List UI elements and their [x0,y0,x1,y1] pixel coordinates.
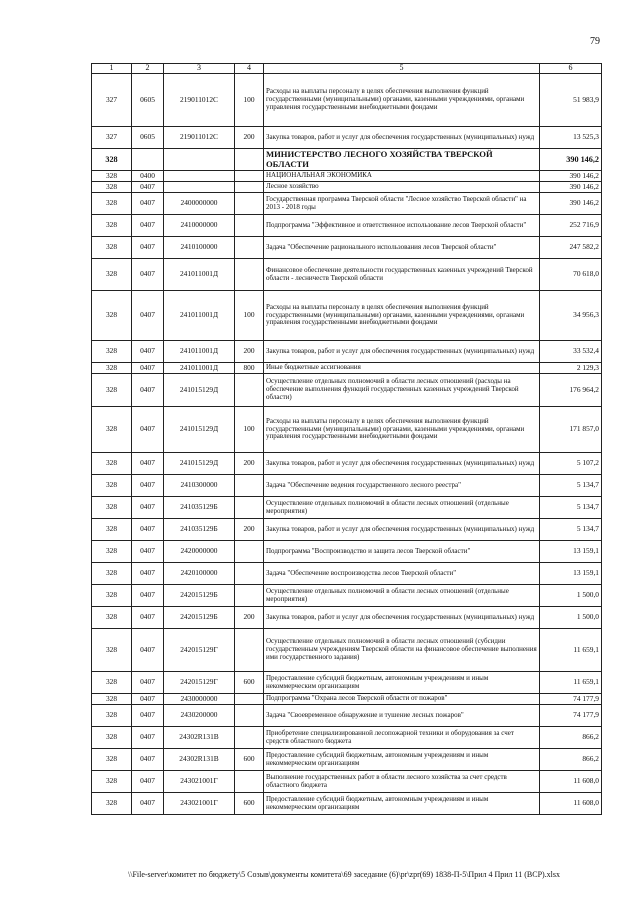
table-row [92,341,602,363]
admin-code-cell: 328 [92,563,132,585]
table-row [92,519,602,541]
section-code-cell: 0407 [132,237,164,259]
description-cell: Расходы на выплаты персоналу в целях обеспечения выполнения функций государственными (муниципальными) органами, казенными учреждениями, органами управления государственными внебюджетными фондами [264,74,540,127]
description-cell: Закупка товаров, работ и услуг для обеспечения государственных (муниципальных) нужд [264,127,540,149]
section-code-cell: 0407 [132,585,164,607]
admin-code-cell: 328 [92,475,132,497]
target-article-cell: 219011012С [164,127,235,149]
table-row [92,771,602,793]
expense-type-cell: 100 [235,407,264,453]
description-cell: Приобретение специализированной лесопожарной техники и оборудования за счет средств областного бюджета [264,727,540,749]
admin-code-cell: 328 [92,215,132,237]
description-cell: Финансовое обеспечение деятельности государственных казенных учреждений Тверской области - лесничеств Тверской области [264,259,540,291]
description-cell: Закупка товаров, работ и услуг для обеспечения государственных (муниципальных) нужд [264,607,540,629]
target-article-cell: 2400000000 [164,193,235,215]
target-article-cell: 241011001Д [164,341,235,363]
target-article-cell: 242015129Г [164,672,235,694]
section-code-cell: 0407 [132,374,164,407]
table-row [92,149,602,171]
description-cell: Государственная программа Тверской области "Лесное хозяйство Тверской области" на 2013 - 2018 годы [264,193,540,215]
description-cell: Осуществление отдельных полномочий в области лесных отношений (расходы на обеспечение выполнения функций государственных казенных учреждений Тверской области) [264,374,540,407]
target-article-cell: 243021001Г [164,793,235,815]
table-row [92,363,602,374]
target-article-cell: 2430000000 [164,694,235,705]
table-row [92,237,602,259]
header-cell: 2 [132,64,164,74]
admin-code-cell: 328 [92,705,132,727]
admin-code-cell: 328 [92,727,132,749]
table-row [92,127,602,149]
page-number: 79 [590,36,600,47]
amount-cell: 866,2 [540,727,602,749]
description-cell: Задача "Обеспечение рационального использования лесов Тверской области" [264,237,540,259]
expense-type-cell: 200 [235,127,264,149]
amount-cell: 11 608,0 [540,793,602,815]
target-article-cell: 243021001Г [164,771,235,793]
admin-code-cell: 328 [92,341,132,363]
target-article-cell: 2410000000 [164,215,235,237]
amount-cell: 866,2 [540,749,602,771]
admin-code-cell: 328 [92,629,132,672]
expense-type-cell [235,563,264,585]
amount-cell: 13 525,3 [540,127,602,149]
expense-type-cell [235,149,264,171]
admin-code-cell: 328 [92,374,132,407]
table-row [92,182,602,193]
target-article-cell [164,182,235,193]
amount-cell: 13 159,1 [540,541,602,563]
amount-cell: 5 134,7 [540,519,602,541]
section-code-cell: 0407 [132,497,164,519]
table-row [92,563,602,585]
table-row [92,727,602,749]
table-row [92,793,602,815]
section-code-cell: 0407 [132,453,164,475]
admin-code-cell: 328 [92,407,132,453]
target-article-cell: 219011012С [164,74,235,127]
section-code-cell: 0407 [132,182,164,193]
expense-type-cell [235,771,264,793]
description-cell: Предоставление субсидий бюджетным, автономным учреждениям и иным некоммерческим организациям [264,672,540,694]
admin-code-cell: 328 [92,694,132,705]
section-code-cell: 0407 [132,607,164,629]
section-code-cell: 0605 [132,127,164,149]
description-cell: Расходы на выплаты персоналу в целях обеспечения выполнения функций государственными (муниципальными) органами, казенными учреждениями, органами управления государственными внебюджетными фондами [264,407,540,453]
expense-type-cell: 600 [235,672,264,694]
expense-type-cell [235,727,264,749]
admin-code-cell: 328 [92,749,132,771]
expense-type-cell: 200 [235,453,264,475]
table-row [92,629,602,672]
section-code-cell: 0407 [132,629,164,672]
amount-cell: 74 177,9 [540,694,602,705]
description-cell: Иные бюджетные ассигнования [264,363,540,374]
description-cell: Осуществление отдельных полномочий в области лесных отношений (субсидии государственным учреждениям Тверской области на финансовое обеспечение выполнения ими государственного задания) [264,629,540,672]
table-row [92,74,602,127]
table-row [92,407,602,453]
amount-cell: 34 956,3 [540,291,602,341]
table-row [92,749,602,771]
target-article-cell [164,149,235,171]
description-cell: Подпрограмма "Воспроизводство и защита лесов Тверской области" [264,541,540,563]
target-article-cell: 24302R131В [164,749,235,771]
amount-cell: 390 146,2 [540,149,602,171]
description-cell: Задача "Обеспечение воспроизводства лесов Тверской области" [264,563,540,585]
header-cell: 4 [235,64,264,74]
target-article-cell: 241015129Д [164,407,235,453]
table-row [92,171,602,182]
amount-cell: 74 177,9 [540,705,602,727]
admin-code-cell: 328 [92,193,132,215]
description-cell: Осуществление отдельных полномочий в области лесных отношений (отдельные мероприятия) [264,497,540,519]
amount-cell: 5 134,7 [540,475,602,497]
admin-code-cell: 328 [92,149,132,171]
target-article-cell: 24302R131В [164,727,235,749]
amount-cell: 252 716,9 [540,215,602,237]
table-row [92,585,602,607]
description-cell: Осуществление отдельных полномочий в области лесных отношений (отдельные мероприятия) [264,585,540,607]
admin-code-cell: 328 [92,291,132,341]
expense-type-cell [235,193,264,215]
table-body [92,74,602,815]
section-code-cell: 0407 [132,407,164,453]
expense-type-cell: 200 [235,519,264,541]
description-cell: Предоставление субсидий бюджетным, автономным учреждениям и иным некоммерческим организациям [264,793,540,815]
section-code-cell: 0605 [132,74,164,127]
budget-table [91,63,602,815]
expense-type-cell: 100 [235,291,264,341]
description-cell: Расходы на выплаты персоналу в целях обеспечения выполнения функций государственными (муниципальными) органами, казенными учреждениями, органами управления государственными внебюджетными фондами [264,291,540,341]
amount-cell: 33 532,4 [540,341,602,363]
admin-code-cell: 328 [92,672,132,694]
amount-cell: 11 659,1 [540,672,602,694]
table-row [92,259,602,291]
section-code-cell [132,149,164,171]
table-row [92,475,602,497]
admin-code-cell: 328 [92,453,132,475]
target-article-cell: 242015129Г [164,629,235,672]
admin-code-cell: 328 [92,585,132,607]
section-code-cell: 0400 [132,171,164,182]
section-code-cell: 0407 [132,563,164,585]
section-code-cell: 0407 [132,771,164,793]
expense-type-cell [235,585,264,607]
table-row [92,193,602,215]
expense-type-cell [235,374,264,407]
admin-code-cell: 328 [92,519,132,541]
expense-type-cell [235,694,264,705]
header-cell: 5 [264,64,540,74]
description-cell: Предоставление субсидий бюджетным, автономным учреждениям и иным некоммерческим организациям [264,749,540,771]
section-code-cell: 0407 [132,541,164,563]
admin-code-cell: 328 [92,541,132,563]
description-cell: МИНИСТЕРСТВО ЛЕСНОГО ХОЗЯЙСТВА ТВЕРСКОЙ ОБЛАСТИ [264,149,540,171]
amount-cell: 176 964,2 [540,374,602,407]
expense-type-cell [235,629,264,672]
amount-cell: 11 608,0 [540,771,602,793]
amount-cell: 1 500,0 [540,607,602,629]
admin-code-cell: 328 [92,497,132,519]
header-cell: 1 [92,64,132,74]
table-row [92,541,602,563]
admin-code-cell: 328 [92,607,132,629]
target-article-cell: 2410100000 [164,237,235,259]
admin-code-cell: 328 [92,771,132,793]
table-row [92,215,602,237]
section-code-cell: 0407 [132,363,164,374]
section-code-cell: 0407 [132,749,164,771]
expense-type-cell [235,475,264,497]
description-cell: Подпрограмма "Охрана лесов Тверской области от пожаров" [264,694,540,705]
table-row [92,374,602,407]
admin-code-cell: 327 [92,74,132,127]
expense-type-cell: 200 [235,341,264,363]
section-code-cell: 0407 [132,475,164,497]
section-code-cell: 0407 [132,793,164,815]
amount-cell: 51 983,9 [540,74,602,127]
section-code-cell: 0407 [132,291,164,341]
target-article-cell: 241035129Б [164,497,235,519]
admin-code-cell: 328 [92,237,132,259]
expense-type-cell: 100 [235,74,264,127]
section-code-cell: 0407 [132,259,164,291]
description-cell: Выполнение государственных работ в области лесного хозяйства за счет средств областного бюджета [264,771,540,793]
target-article-cell: 241035129Б [164,519,235,541]
amount-cell: 171 857,0 [540,407,602,453]
expense-type-cell [235,705,264,727]
expense-type-cell [235,182,264,193]
target-article-cell: 2420000000 [164,541,235,563]
description-cell: Закупка товаров, работ и услуг для обеспечения государственных (муниципальных) нужд [264,519,540,541]
admin-code-cell: 328 [92,793,132,815]
table-row [92,291,602,341]
target-article-cell: 2410300000 [164,475,235,497]
target-article-cell: 241011001Д [164,363,235,374]
target-article-cell: 241015129Д [164,374,235,407]
section-code-cell: 0407 [132,193,164,215]
description-cell: НАЦИОНАЛЬНАЯ ЭКОНОМИКА [264,171,540,182]
section-code-cell: 0407 [132,519,164,541]
target-article-cell [164,171,235,182]
expense-type-cell [235,259,264,291]
expense-type-cell [235,171,264,182]
table-row [92,694,602,705]
description-cell: Задача "Своевременное обнаружение и тушение лесных пожаров" [264,705,540,727]
header-cell: 3 [164,64,235,74]
section-code-cell: 0407 [132,727,164,749]
admin-code-cell: 328 [92,259,132,291]
target-article-cell: 241011001Д [164,259,235,291]
admin-code-cell: 328 [92,363,132,374]
description-cell: Закупка товаров, работ и услуг для обеспечения государственных (муниципальных) нужд [264,341,540,363]
file-path-footer: \\File-server\комитет по бюджету\5 Созыв\документы комитета\69 заседание (6)\pr\zpr(69) 1838-П-5\Прил 4 Прил 11 (ВСР).xlsx [128,870,561,879]
expense-type-cell: 600 [235,793,264,815]
amount-cell: 2 129,3 [540,363,602,374]
amount-cell: 1 500,0 [540,585,602,607]
target-article-cell: 2420100000 [164,563,235,585]
amount-cell: 5 107,2 [540,453,602,475]
amount-cell: 247 582,2 [540,237,602,259]
table-row [92,672,602,694]
section-code-cell: 0407 [132,705,164,727]
expense-type-cell: 200 [235,607,264,629]
table-row [92,607,602,629]
target-article-cell: 241011001Д [164,291,235,341]
section-code-cell: 0407 [132,341,164,363]
description-cell: Подпрограмма "Эффективное и ответственное использование лесов Тверской области" [264,215,540,237]
description-cell: Задача "Обеспечение ведения государственного лесного реестра" [264,475,540,497]
table-row [92,453,602,475]
amount-cell: 70 618,0 [540,259,602,291]
section-code-cell: 0407 [132,215,164,237]
admin-code-cell: 328 [92,182,132,193]
expense-type-cell [235,541,264,563]
header-row [92,64,602,74]
amount-cell: 13 159,1 [540,563,602,585]
amount-cell: 390 146,2 [540,182,602,193]
amount-cell: 11 659,1 [540,629,602,672]
admin-code-cell: 328 [92,171,132,182]
target-article-cell: 242015129Б [164,585,235,607]
expense-type-cell [235,237,264,259]
target-article-cell: 241015129Д [164,453,235,475]
expense-type-cell: 600 [235,749,264,771]
amount-cell: 390 146,2 [540,171,602,182]
section-code-cell: 0407 [132,672,164,694]
expense-type-cell [235,497,264,519]
header-cell: 6 [540,64,602,74]
description-cell: Лесное хозяйство [264,182,540,193]
target-article-cell: 242015129Б [164,607,235,629]
target-article-cell: 2430200000 [164,705,235,727]
description-cell: Закупка товаров, работ и услуг для обеспечения государственных (муниципальных) нужд [264,453,540,475]
amount-cell: 5 134,7 [540,497,602,519]
expense-type-cell: 800 [235,363,264,374]
table-row [92,705,602,727]
amount-cell: 390 146,2 [540,193,602,215]
section-code-cell: 0407 [132,694,164,705]
table-row [92,497,602,519]
admin-code-cell: 327 [92,127,132,149]
expense-type-cell [235,215,264,237]
